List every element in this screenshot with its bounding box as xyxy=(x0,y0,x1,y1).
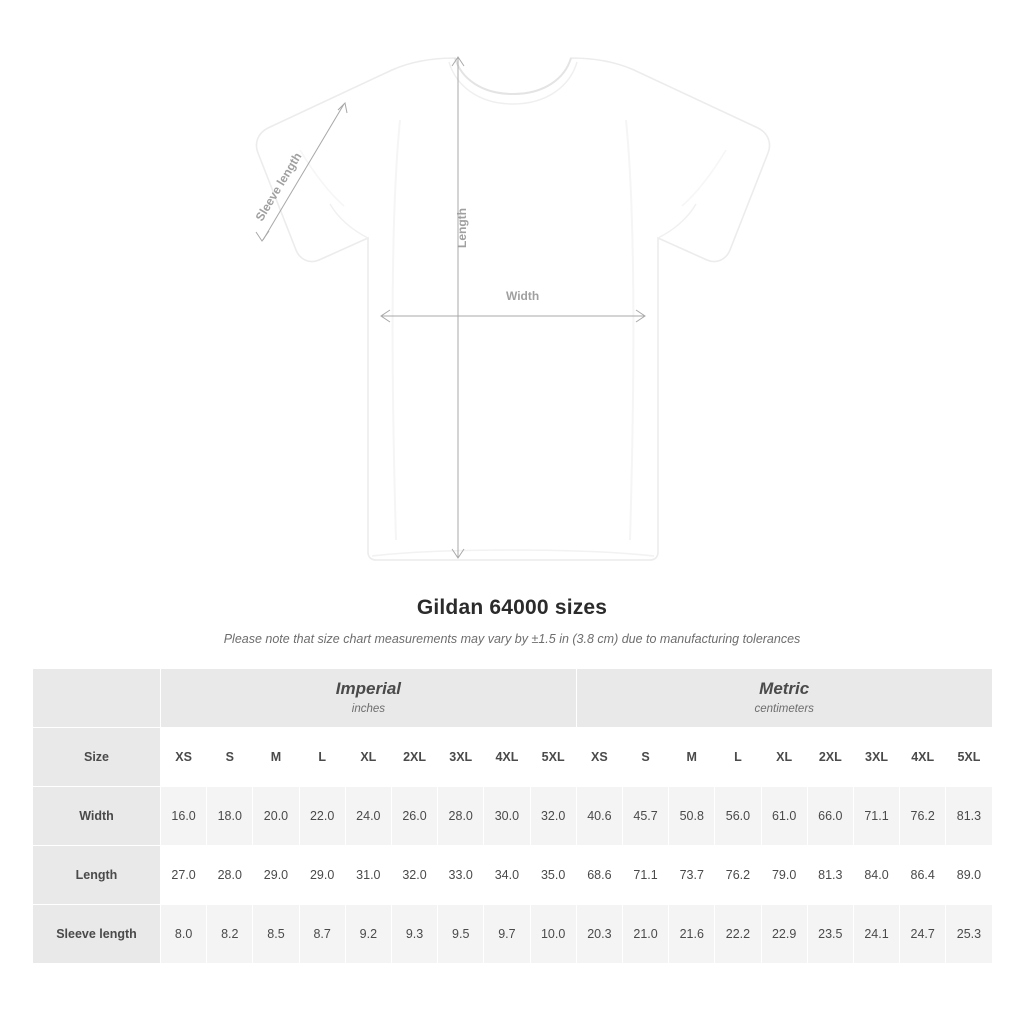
column-header: L xyxy=(715,728,761,787)
data-cell: 61.0 xyxy=(761,787,807,846)
data-cell: 8.5 xyxy=(253,905,299,964)
column-header: XL xyxy=(761,728,807,787)
data-cell: 8.7 xyxy=(299,905,345,964)
data-cell: 79.0 xyxy=(761,846,807,905)
length-label: Length xyxy=(455,208,469,248)
data-cell: 10.0 xyxy=(530,905,576,964)
data-cell: 18.0 xyxy=(207,787,253,846)
row-label-width: Width xyxy=(33,787,161,846)
data-cell: 31.0 xyxy=(345,846,391,905)
unit-group-metric-name: Metric xyxy=(759,679,810,699)
data-cell: 9.2 xyxy=(345,905,391,964)
data-cell: 35.0 xyxy=(530,846,576,905)
size-chart-table-wrap xyxy=(32,668,992,964)
data-cell: 26.0 xyxy=(391,787,437,846)
column-header: 4XL xyxy=(900,728,946,787)
column-header: 2XL xyxy=(391,728,437,787)
data-cell: 24.7 xyxy=(900,905,946,964)
data-cell: 71.1 xyxy=(853,787,899,846)
data-cell: 9.7 xyxy=(484,905,530,964)
data-cell: 22.9 xyxy=(761,905,807,964)
data-cell: 20.0 xyxy=(253,787,299,846)
table-row xyxy=(33,846,993,905)
data-cell: 30.0 xyxy=(484,787,530,846)
data-cell: 23.5 xyxy=(807,905,853,964)
data-cell: 21.0 xyxy=(622,905,668,964)
column-header: S xyxy=(622,728,668,787)
column-header: 2XL xyxy=(807,728,853,787)
table-row xyxy=(33,905,993,964)
table-corner-cell xyxy=(33,669,161,728)
data-cell: 32.0 xyxy=(391,846,437,905)
data-cell: 81.3 xyxy=(807,846,853,905)
data-cell: 81.3 xyxy=(946,787,992,846)
unit-group-metric-unit: centimeters xyxy=(754,703,814,716)
data-cell: 29.0 xyxy=(253,846,299,905)
data-cell: 8.0 xyxy=(161,905,207,964)
table-row xyxy=(33,787,993,846)
data-cell: 24.0 xyxy=(345,787,391,846)
column-header: S xyxy=(207,728,253,787)
data-cell: 45.7 xyxy=(622,787,668,846)
row-label-length: Length xyxy=(33,846,161,905)
data-cell: 71.1 xyxy=(622,846,668,905)
data-cell: 8.2 xyxy=(207,905,253,964)
data-cell: 32.0 xyxy=(530,787,576,846)
sleeve-length-label: Sleeve length xyxy=(252,150,305,224)
data-cell: 73.7 xyxy=(669,846,715,905)
column-header: XL xyxy=(345,728,391,787)
column-header: L xyxy=(299,728,345,787)
column-header: 4XL xyxy=(484,728,530,787)
page-title: Gildan 64000 sizes xyxy=(416,596,608,619)
data-cell: 34.0 xyxy=(484,846,530,905)
data-cell: 22.0 xyxy=(299,787,345,846)
unit-group-imperial xyxy=(161,669,577,728)
column-header: 5XL xyxy=(946,728,992,787)
data-cell: 28.0 xyxy=(207,846,253,905)
data-cell: 86.4 xyxy=(900,846,946,905)
data-cell: 20.3 xyxy=(576,905,622,964)
data-cell: 29.0 xyxy=(299,846,345,905)
row-label-sleeve-length: Sleeve length xyxy=(33,905,161,964)
data-cell: 33.0 xyxy=(438,846,484,905)
page-subtitle: Please note that size chart measurements may vary by ±1.5 in (3.8 cm) due to manufacturing tolerances xyxy=(223,632,801,646)
unit-group-imperial-unit: inches xyxy=(351,703,386,716)
data-cell: 84.0 xyxy=(853,846,899,905)
data-cell: 28.0 xyxy=(438,787,484,846)
data-cell: 22.2 xyxy=(715,905,761,964)
data-cell: 24.1 xyxy=(853,905,899,964)
column-header: 5XL xyxy=(530,728,576,787)
size-chart-table xyxy=(32,668,993,964)
column-header: XS xyxy=(576,728,622,787)
unit-group-metric xyxy=(576,669,992,728)
column-header: M xyxy=(253,728,299,787)
data-cell: 25.3 xyxy=(946,905,992,964)
column-header: M xyxy=(669,728,715,787)
data-cell: 56.0 xyxy=(715,787,761,846)
data-cell: 68.6 xyxy=(576,846,622,905)
data-cell: 16.0 xyxy=(161,787,207,846)
tshirt-shape xyxy=(256,58,769,560)
size-header-row xyxy=(33,728,993,787)
width-label: Width xyxy=(506,289,540,303)
data-cell: 9.3 xyxy=(391,905,437,964)
data-cell: 66.0 xyxy=(807,787,853,846)
column-header: 3XL xyxy=(853,728,899,787)
data-cell: 89.0 xyxy=(946,846,992,905)
column-header: XS xyxy=(161,728,207,787)
data-cell: 27.0 xyxy=(161,846,207,905)
column-header: 3XL xyxy=(438,728,484,787)
unit-group-imperial-name: Imperial xyxy=(335,679,401,699)
data-cell: 76.2 xyxy=(900,787,946,846)
data-cell: 9.5 xyxy=(438,905,484,964)
unit-group-header-row xyxy=(33,669,993,728)
size-header-cell: Size xyxy=(33,728,161,787)
data-cell: 21.6 xyxy=(669,905,715,964)
data-cell: 50.8 xyxy=(669,787,715,846)
data-cell: 40.6 xyxy=(576,787,622,846)
data-cell: 76.2 xyxy=(715,846,761,905)
